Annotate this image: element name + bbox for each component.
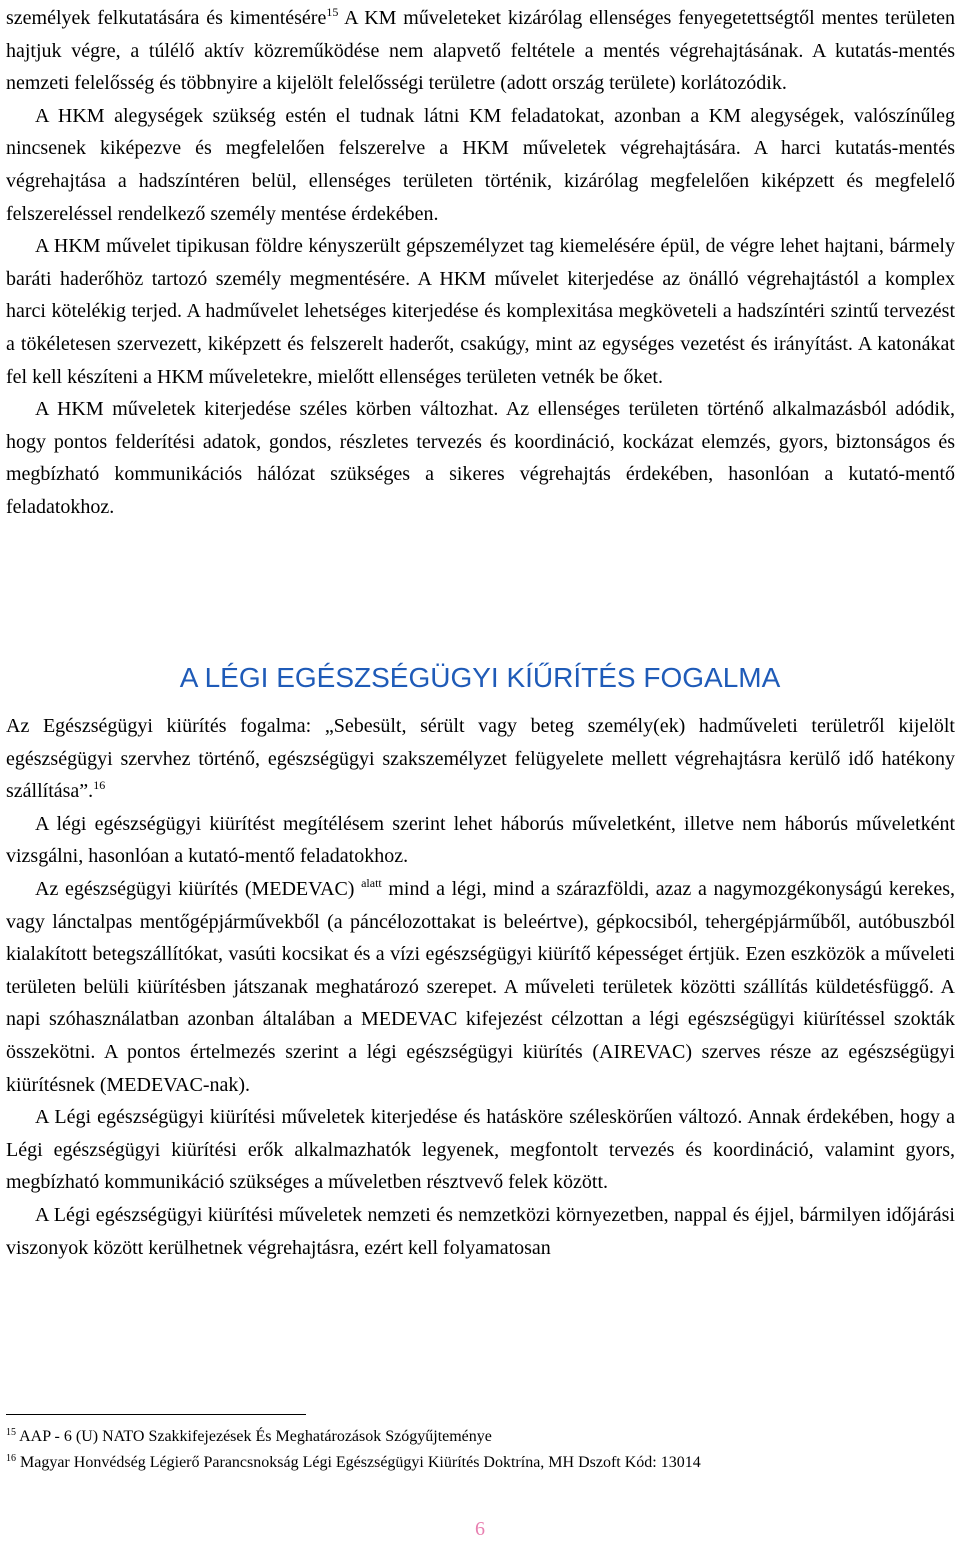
body-text-top bbox=[6, 2, 955, 524]
footnote-ref-16: 16 bbox=[93, 778, 106, 793]
footnote-ref-15: 15 bbox=[326, 5, 339, 19]
section-heading: A LÉGI EGÉSZSÉGÜGYI KÍŰRÍTÉS FOGALMA bbox=[179, 662, 781, 693]
paragraph-7: Az egészségügyi kiürítés (MEDEVAC) $^{alatt}$ mind a légi, mind a szárazföldi, azaz a nagymozgékonyságú kerekes, vagy lánctalpas mentőgépjárművekből (a páncélozottakat is beleértve), gépkocsiból, tehergépjárműből, autóbuszból kialakított betegszállítókat, vasúti kocsikat és a vízi egészségügyi kiürítő képességet értjük. Ezen eszközök a műveleti területen belüli kiürítésben játszanak meghatározó szerepet. A műveleti területek közötti szállítás küldetésfüggő. A napi szóhasználatban azonban általában a MEDEVAC kifejezést célzottan a légi egészségügyi kiürítéssel szokták összekötni. A pontos értelmezés szerint a légi egészségügyi kiürítés (AIREVAC) szerves része az egészségügyi kiürítésnek (MEDEVAC-nak). bbox=[6, 875, 955, 1096]
paragraph-4: A HKM műveletek kiterjedése széles körben változhat. Az ellenséges területen történő alkalmazásból adódik, hogy pontos felderítési adatok, gondos, részletes tervezés és koordináció, kockázat elemzés, gyors, biztonságos és megbízható kommunikációs hálózat szükséges a sikeres végrehajtás érdekében, hasonlóan a kutató-mentő feladatokhoz. bbox=[6, 398, 955, 518]
paragraph-6: A légi egészségügyi kiürítést megítélésem szerint lehet háborús műveletként, illetve nem háborús műveletként vizsgálni, hasonlóan a kutató-mentő feladatokhoz. bbox=[6, 812, 955, 868]
page-number: 6 bbox=[475, 1518, 485, 1540]
paragraph-1: személyek felkutatására és kimentésére$^{15}$ A KM műveleteket kizárólag ellenséges fenyegetettségtől mentes területen hajtjuk végre, a túlélő aktív közreműködése nem alapvető feltétele a mentés végrehajtásának. A kutatás-mentés nemzeti felelősség és többnyire a kijelölt felelősségi területre (adott ország területe) korlátozódik. bbox=[6, 5, 956, 95]
footnote-15: $^{15}$ AAP - 6 (U) NATO Szakkifejezések És Meghatározások Szógyűjteménye bbox=[6, 1427, 492, 1445]
paragraph-5: Az Egészségügyi kiürítés fogalma: „Sebesült, sérült vagy beteg személy(ek) hadműveleti területről kijelölt egészségügyi szervhez történő, egészségügyi szakszemélyzet felügyelete mellett végrehajtásra kerülő idő hatékony szállítása”.$^{16}$ bbox=[6, 715, 955, 803]
superscript-alatt: alatt bbox=[361, 875, 382, 890]
paragraph-8: A Légi egészségügyi kiürítési műveletek kiterjedése és hatásköre széleskörűen változó. Annak érdekében, hogy a Légi egészségügyi kiürítési erők alkalmazhatók legyenek, megfontolt tervezés és koordináció, valamint gyors, megbízható kommunikáció szükséges a műveletben résztvevő felek között. bbox=[6, 1106, 955, 1194]
footnotes bbox=[6, 1424, 955, 1476]
footnote-16: $^{16}$ Magyar Honvédség Légierő Parancsnokság Légi Egészségügyi Kiürítés Doktrína, MH Dszoft Kód: 13014 bbox=[6, 1453, 701, 1471]
paragraph-2: A HKM alegységek szükség estén el tudnak látni KM feladatokat, azonban a KM alegységek, valószínűleg nincsenek kiképezve és megfelelően felszerelve a HKM műveletek végrehajtására. A harci kutatás-mentés végrehajtása a hadszíntéren belül, ellenséges területen történik, kizárólag megfelelően kiképzett és megfelelő felszereléssel rendelkező személy mentése érdekében. bbox=[6, 104, 955, 225]
footnote-divider bbox=[6, 1414, 306, 1415]
body-text-bottom bbox=[6, 710, 955, 1264]
paragraph-3: A HKM művelet tipikusan földre kényszerült gépszemélyzet tag kiemelésére épül, de végre lehet hajtani, bármely baráti haderőhöz tartozó személy megmentésére. A HKM művelet kiterjedése az önálló végrehajtástól a komplex harci kötelékig terjed. A hadművelet lehetséges kiterjedése és komplexitása megköveteli a hadszíntéri szintű tervezést a tökéletesen szervezett, kiképzett és felszerelt haderőt, csakúgy, mint az egységes vezetést és irányítást. A katonákat fel kell készíteni a HKM műveletekre, mielőtt ellenséges területen vetnék be őket. bbox=[6, 235, 955, 388]
paragraph-9: A Légi egészségügyi kiürítési műveletek nemzeti és nemzetközi környezetben, nappal és éjjel, bármilyen időjárási viszonyok között kerülhetnek végrehajtásra, ezért kell folyamatosan bbox=[6, 1203, 955, 1259]
